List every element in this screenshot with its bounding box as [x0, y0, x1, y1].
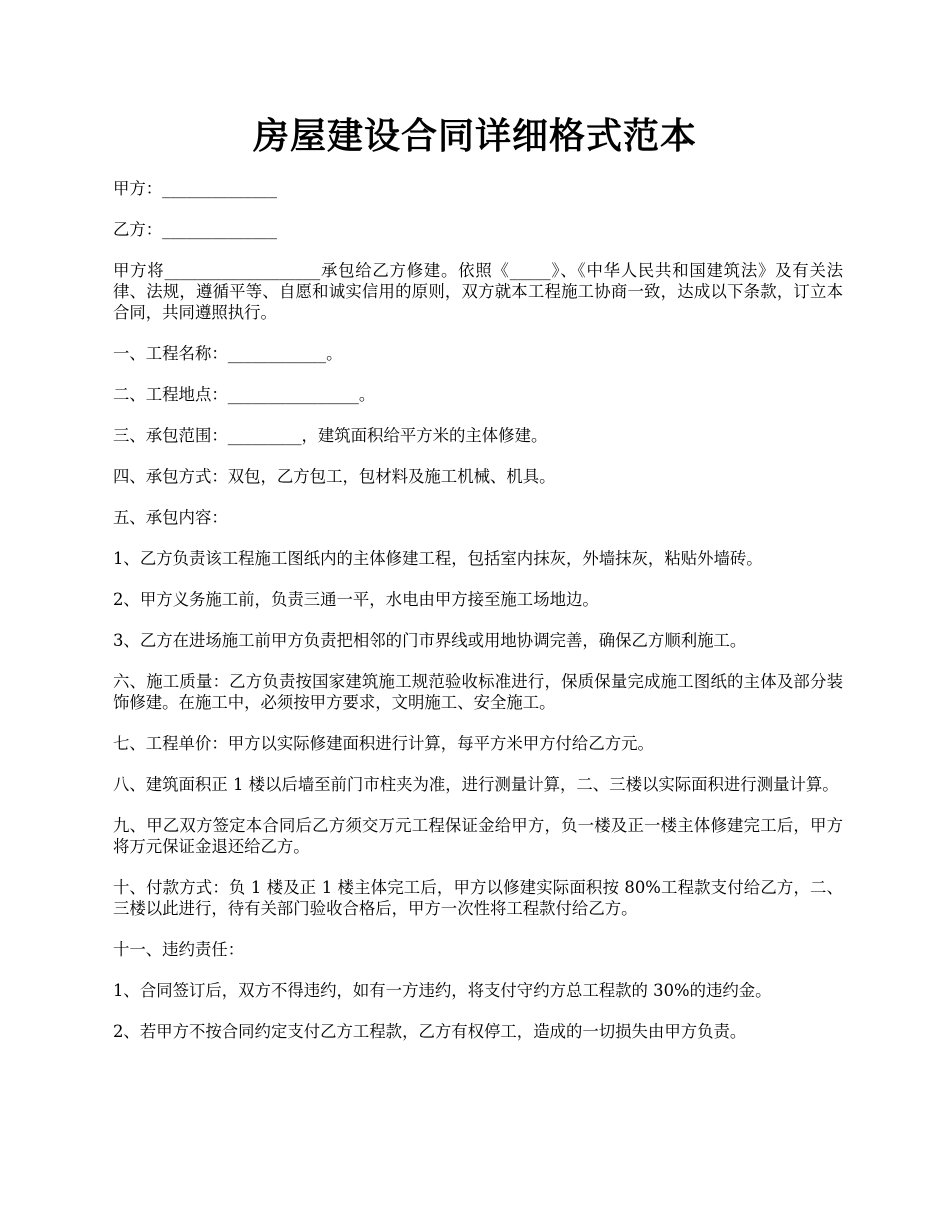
content-item-3: 3、乙方在进场施工前甲方负责把相邻的门市界线或用地协调完善，确保乙方顺利施工。 [113, 631, 747, 650]
document-title: 房屋建设合同详细格式范本 [252, 115, 697, 157]
clause-contract-content: 五、承包内容： [113, 508, 228, 527]
content-item-2: 2、甲方义务施工前，负责三通一平，水电由甲方接至施工场地边。 [113, 590, 599, 609]
preamble-paragraph: 甲方将___________________承包给乙方修建。依照《_____》、《中华人民共和国建筑法》及有关法律、法规，遵循平等、自愿和诚实信用的原则，双方就本工程施工协商一致，达成以下条款，订立本合同，共同遵照执行。 [113, 261, 843, 322]
clause-deposit: 九、甲乙双方签定本合同后乙方须交万元工程保证金给甲方，负一楼及正一楼主体修建完工后，甲方将万元保证金退还给乙方。 [113, 816, 843, 856]
party-b-line: 乙方：______________ [113, 220, 277, 239]
clause-liability: 十一、违约责任： [113, 940, 245, 959]
clause-payment: 十、付款方式：负 1 楼及正 1 楼主体完工后，甲方以修建实际面积按 80%工程款支付给乙方，二、三楼以此进行，待有关部门验收合格后，甲方一次性将工程款付给乙方。 [113, 878, 843, 918]
clause-contract-scope: 三、承包范围：_________，建筑面积给平方米的主体修建。 [113, 426, 548, 445]
liability-item-2: 2、若甲方不按合同约定支付乙方工程款，乙方有权停工，造成的一切损失由甲方负责。 [113, 1022, 747, 1041]
clause-project-name: 一、工程名称：____________。 [113, 344, 343, 363]
clause-contract-method: 四、承包方式：双包，乙方包工，包材料及施工机械、机具。 [113, 467, 556, 486]
clause-quality: 六、施工质量：乙方负责按国家建筑施工规范验收标准进行，保质保量完成施工图纸的主体及部分装饰修建。在施工中，必须按甲方要求，文明施工、安全施工。 [113, 672, 843, 712]
liability-item-1: 1、合同签订后，双方不得违约，如有一方违约，将支付守约方总工程款的 30%的违约金。 [113, 981, 772, 1000]
document-body [113, 178, 843, 1062]
clause-project-location: 二、工程地点：________________。 [113, 385, 376, 404]
clause-unit-price: 七、工程单价：甲方以实际修建面积进行计算，每平方米甲方付给乙方元。 [113, 734, 654, 753]
clause-area-measurement: 八、建筑面积正 1 楼以后墙至前门市柱夹为准，进行测量计算，二、三楼以实际面积进行测量计算。 [113, 775, 839, 794]
party-a-line: 甲方：______________ [113, 179, 277, 198]
content-item-1: 1、乙方负责该工程施工图纸内的主体修建工程，包括室内抹灰，外墙抹灰，粘贴外墙砖。 [113, 549, 763, 568]
